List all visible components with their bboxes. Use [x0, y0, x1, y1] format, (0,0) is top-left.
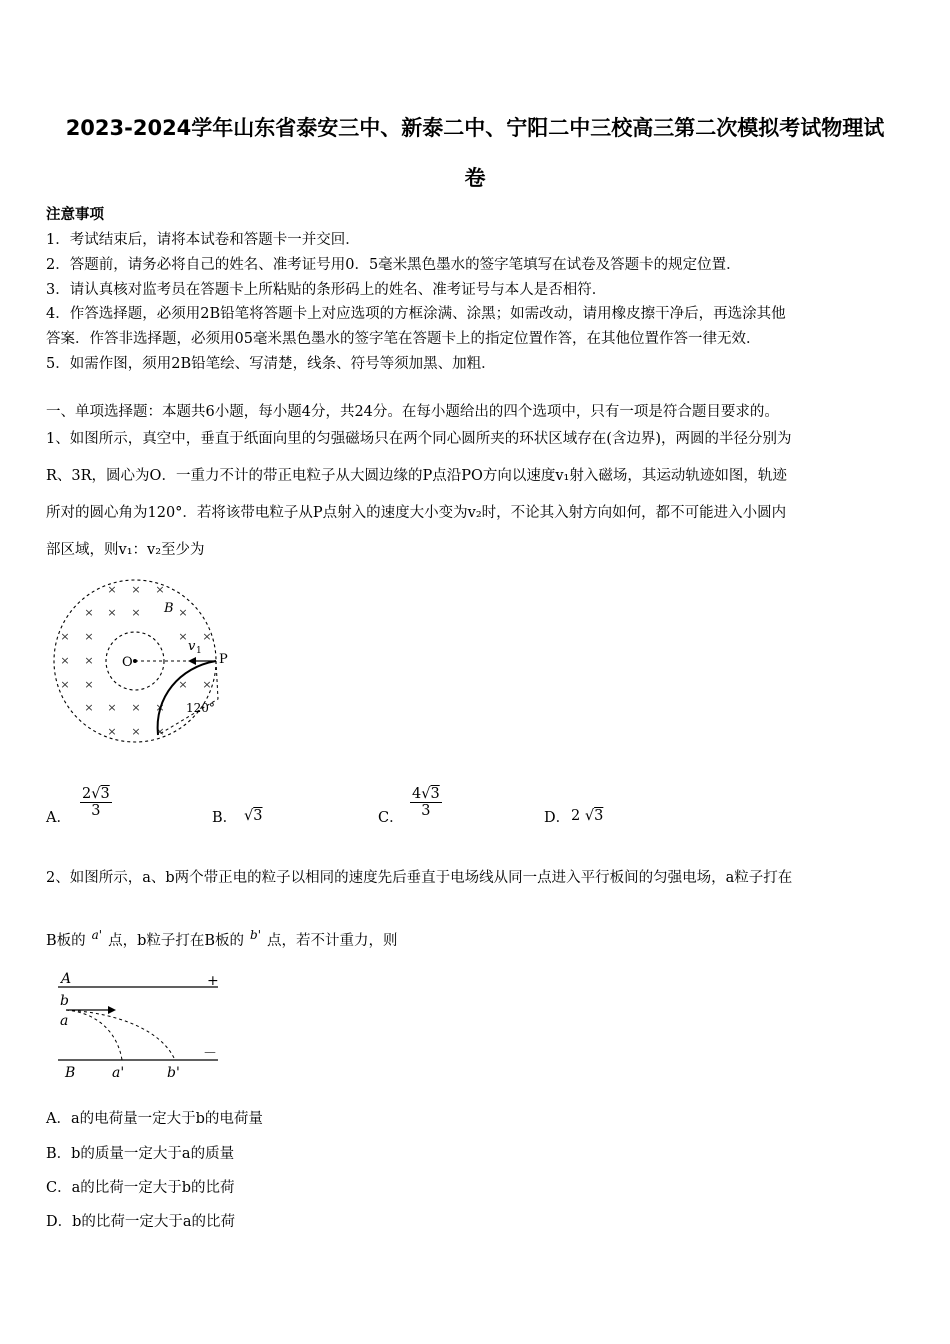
svg-text:×: × — [84, 654, 94, 667]
svg-text:×: × — [155, 701, 165, 714]
svg-text:×: × — [84, 701, 94, 714]
plate-label-A: A — [61, 971, 72, 987]
notice-item: 3．请认真核对监考员在答题卡上所粘贴的条形码上的姓名、准考证号与本人是否相符． — [46, 282, 607, 298]
svg-text:×: × — [131, 725, 141, 738]
question-1-text: 1、如图所示，真空中，垂直于纸面向里的匀强磁场只在两个同心圆所夹的环状区域存在(含边界)，两圆的半径分别为 — [46, 431, 792, 447]
magnetic-field-figure — [40, 575, 240, 750]
center-label-O: O — [122, 655, 133, 670]
option-b-label: B． — [212, 810, 238, 826]
svg-text:×: × — [84, 606, 94, 619]
question-1-text: R、3R，圆心为O．一重力不计的带正电粒子从大圆边缘的P点沿PO方向以速度v₁射入磁场，其运动轨迹如图，轨迹 — [46, 468, 787, 484]
section-heading: 一、单项选择题：本题共6小题，每小题4分，共24分。在每小题给出的四个选项中，只有一项是符合题目要求的。 — [46, 404, 779, 420]
page-title-line2: 卷 — [464, 166, 486, 190]
question-2-text: B板的 $^{a'}$ 点，b粒子打在B板的 $^{b'}$ 点，若不计重力，则 — [46, 928, 398, 949]
velocity-subscript: 1 — [196, 646, 202, 656]
parallel-plate-figure — [50, 965, 230, 1085]
notice-item: 4．作答选择题，必须用2B铅笔将答题卡上对应选项的方框涂满、涂黑；如需改动，请用橡皮擦干净后，再选涂其他 — [46, 306, 786, 322]
svg-text:×: × — [155, 725, 165, 738]
option-d: D．b的比荷一定大于a的比荷 — [46, 1214, 236, 1230]
option-a-label: A． — [46, 810, 71, 826]
angle-label: 120° — [186, 701, 215, 715]
plate-label-B: B — [65, 1065, 76, 1081]
svg-text:×: × — [60, 678, 70, 691]
svg-text:×: × — [107, 725, 117, 738]
svg-text:×: × — [131, 701, 141, 714]
notice-item: 1．考试结束后，请将本试卷和答题卡一并交回． — [46, 232, 360, 248]
svg-text:×: × — [60, 654, 70, 667]
question-2-text: 2、如图所示，a、b两个带正电的粒子以相同的速度先后垂直于电场线从同一点进入平行板间的匀强电场，a粒子打在 — [46, 870, 793, 886]
option-d-label: D． — [544, 810, 571, 826]
svg-text:×: × — [202, 630, 212, 643]
svg-text:×: × — [178, 630, 188, 643]
notice-item: 2．答题前，请务必将自己的姓名、准考证号用0．5毫米黑色墨水的签字笔填写在试卷及答题卡的规定位置． — [46, 257, 741, 273]
point-label-b-prime: b' — [167, 1065, 180, 1081]
svg-text:×: × — [107, 606, 117, 619]
option-c-fraction: $\frac{4√3}{3}$ — [412, 786, 440, 819]
question-1-text: 部区域，则v₁：v₂至少为 — [46, 542, 205, 558]
point-label-P: P — [219, 652, 228, 667]
option-b-value: √3 — [244, 808, 263, 824]
notice-item: 答案．作答非选择题，必须用05毫米黑色墨水的签字笔在答题卡上的指定位置作答，在其他位置作答一律无效． — [46, 331, 761, 347]
page-title-line1: 2023-2024学年山东省泰安三中、新泰二中、宁阳二中三校高三第二次模拟考试物理试 — [65, 116, 885, 140]
field-label-B: B — [164, 601, 174, 616]
velocity-label: v — [188, 639, 196, 654]
option-c-label: C． — [378, 810, 404, 826]
particle-label-a: a — [60, 1013, 69, 1029]
option-a: A．a的电荷量一定大于b的电荷量 — [46, 1111, 263, 1127]
svg-text:×: × — [84, 678, 94, 691]
option-a-fraction: $\frac{2√3}{3}$ — [82, 786, 110, 819]
svg-text:×: × — [178, 678, 188, 691]
notice-heading: 注意事项 — [46, 206, 104, 223]
svg-text:×: × — [60, 630, 70, 643]
svg-text:×: × — [131, 606, 141, 619]
option-d-value: 2 √3 — [571, 808, 604, 824]
particle-label-b: b — [60, 993, 69, 1009]
svg-text:×: × — [131, 583, 141, 596]
svg-text:×: × — [107, 583, 117, 596]
plus-sign: + — [207, 973, 219, 989]
svg-text:×: × — [155, 583, 165, 596]
svg-text:×: × — [202, 678, 212, 691]
point-label-a-prime: a' — [112, 1065, 125, 1081]
svg-text:×: × — [107, 701, 117, 714]
svg-text:×: × — [178, 606, 188, 619]
option-b: B．b的质量一定大于a的质量 — [46, 1146, 235, 1162]
minus-sign: － — [203, 1046, 217, 1062]
notice-item: 5．如需作图，须用2B铅笔绘、写清楚，线条、符号等须加黑、加粗． — [46, 356, 496, 372]
option-c: C．a的比荷一定大于b的比荷 — [46, 1180, 235, 1196]
question-1-text: 所对的圆心角为120°．若将该带电粒子从P点射入的速度大小变为v₂时，不论其入射方向如何，都不可能进入小圆内 — [46, 505, 787, 521]
svg-text:×: × — [84, 630, 94, 643]
